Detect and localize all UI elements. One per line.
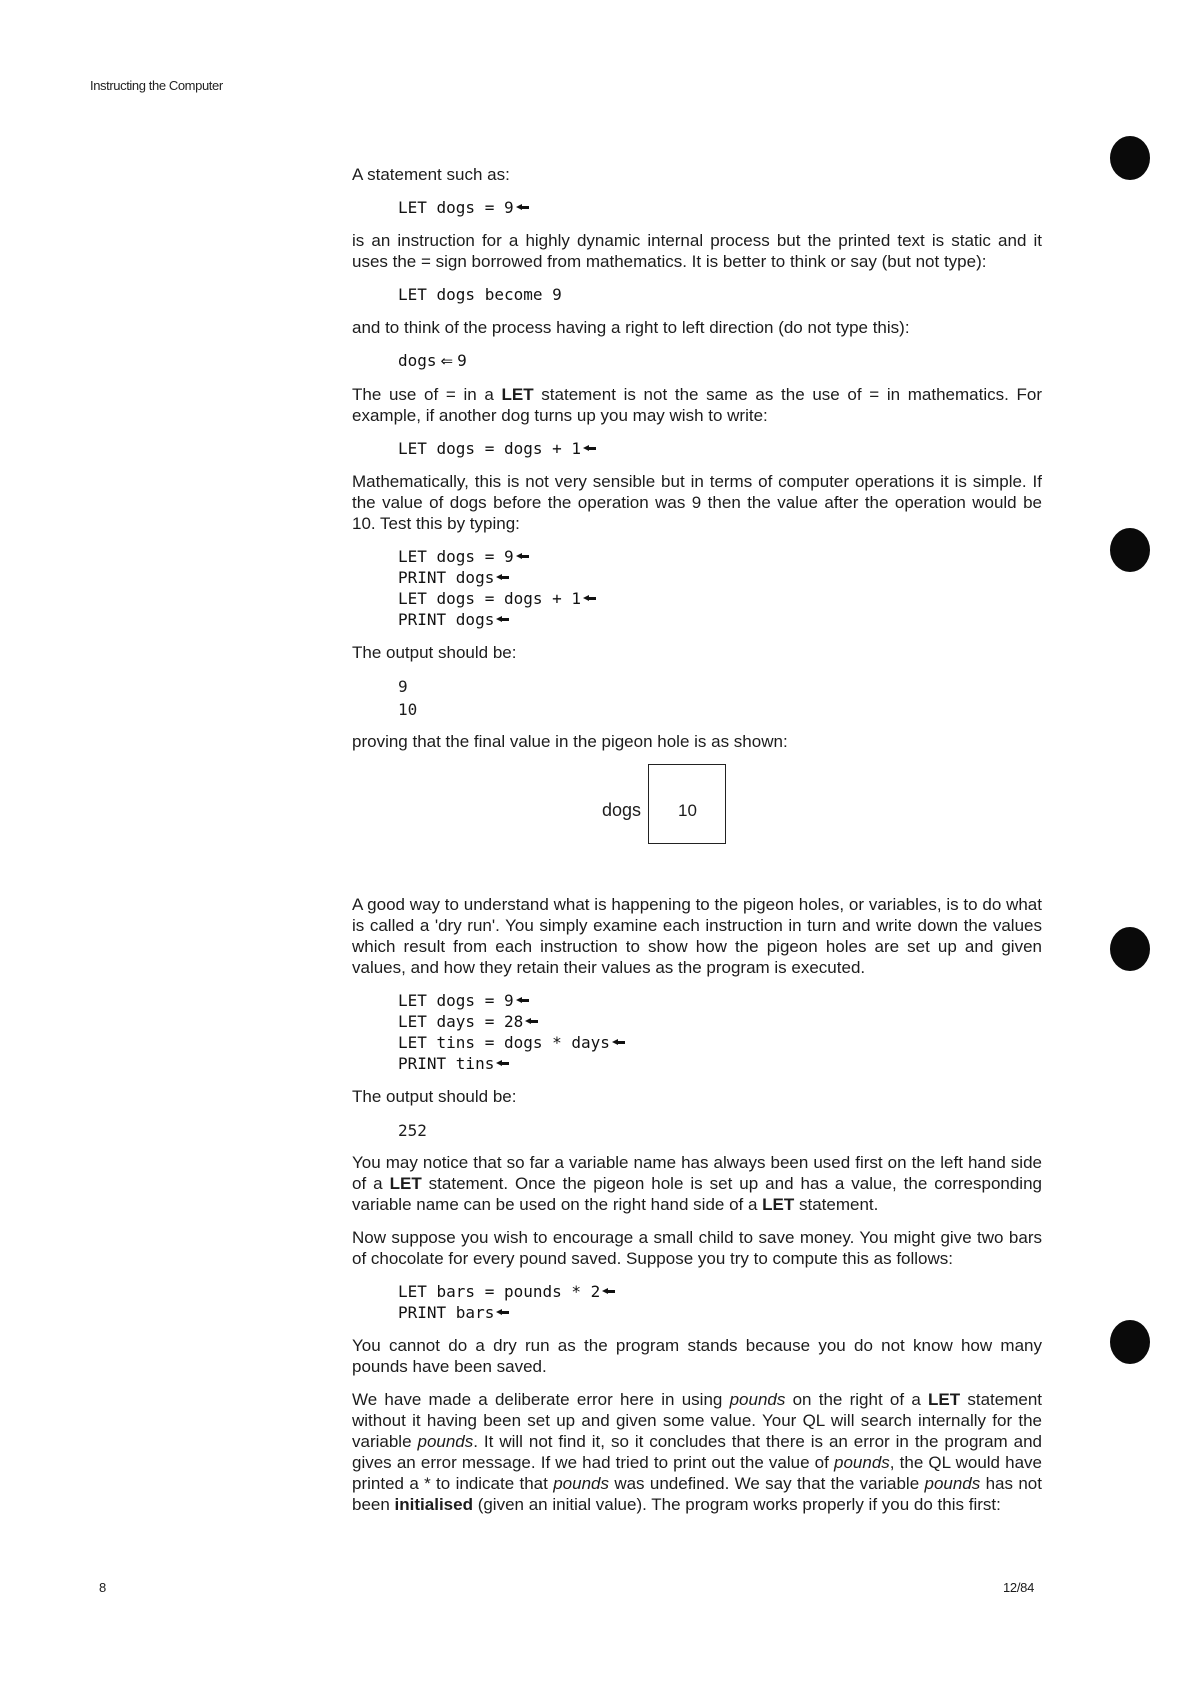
program-output: 9 10 (398, 677, 418, 719)
paragraph: The output should be: (352, 1087, 517, 1106)
variable-value: 10 (678, 801, 697, 820)
enter-key-icon (612, 1039, 625, 1046)
code-block (398, 197, 1042, 218)
code-line: LET dogs = 9 (398, 198, 514, 217)
paragraph: Mathematically, this is not very sensible but in terms of computer operations it is simple. If the value of dogs before the operation was 9 then the value after the operation would be 10. Test this by typing: (352, 472, 1042, 533)
code-line: LET dogs = dogs + 1 (398, 439, 582, 458)
code-block (398, 350, 1042, 372)
enter-key-icon (583, 595, 596, 602)
running-header: Instructing the Computer (90, 78, 223, 93)
variable-label: dogs (602, 800, 642, 820)
enter-key-icon (583, 445, 596, 452)
paragraph: You may notice that so far a variable name has always been used first on the left hand side of a LET statement. Once the pigeon hole is set up and has a value, the corresponding variable name can be used on the right hand side of a LET statement. (352, 1153, 1042, 1214)
enter-key-icon (516, 997, 529, 1004)
code-line: dogs (398, 351, 437, 370)
paragraph: The output should be: (352, 643, 517, 662)
code-line: LET dogs become 9 (398, 285, 562, 304)
binder-hole-3 (1110, 927, 1150, 971)
paragraph: The use of = in a LET statement is not the same as the use of = in mathematics. For example, if another dog turns up you may wish to write: (352, 385, 1042, 425)
paragraph: is an instruction for a highly dynamic internal process but the printed text is static and it uses the = sign borrowed from mathematics. It is better to think or say (but not type): (352, 231, 1042, 271)
issue-date: 12/84 (1003, 1580, 1035, 1595)
paragraph: proving that the final value in the pigeon hole is as shown: (352, 732, 788, 751)
paragraph: A good way to understand what is happening to the pigeon holes, or variables, is to do what is called a 'dry run'. You simply examine each instruction in turn and write down the values which result from each instruction to show how the pigeon holes are set up and given values, and how they retain their values as the program is executed. (352, 895, 1042, 977)
code-value: 9 (457, 351, 467, 370)
enter-key-icon (496, 574, 509, 581)
code-block (398, 438, 1042, 459)
binder-hole-1 (1110, 136, 1150, 180)
enter-key-icon (496, 616, 509, 623)
enter-key-icon (602, 1288, 615, 1295)
enter-key-icon (516, 553, 529, 560)
enter-key-icon (496, 1060, 509, 1067)
paragraph: A statement such as: (352, 165, 510, 184)
program-output: 252 (398, 1121, 427, 1140)
enter-key-icon (516, 204, 529, 211)
code-block (398, 284, 1042, 305)
paragraph: and to think of the process having a right to left direction (do not type this): (352, 318, 910, 337)
page-number: 8 (99, 1580, 107, 1595)
code-block: LET bars = pounds * 2 PRINT bars (398, 1281, 1042, 1323)
enter-key-icon (525, 1018, 538, 1025)
left-arrow-icon: ⇐ (440, 352, 454, 370)
enter-key-icon (496, 1309, 509, 1316)
page-body (352, 164, 1042, 1527)
pigeon-hole-diagram (352, 764, 1042, 874)
code-block: LET dogs = 9 LET days = 28 LET tins = dogs * days PRINT tins (398, 990, 1042, 1074)
paragraph: Now suppose you wish to encourage a small child to save money. You might give two bars of chocolate for every pound saved. Suppose you try to compute this as follows: (352, 1228, 1042, 1268)
code-block: LET dogs = 9 PRINT dogs LET dogs = dogs + 1 PRINT dogs (398, 546, 1042, 630)
paragraph: We have made a deliberate error here in using pounds on the right of a LET statement without it having been set up and given some value. Your QL will search internally for the variable pounds. It will not find it, so it concludes that there is an error in the program and gives an error message. If we had tried to print out the value of pounds, the QL would have printed a * to indicate that pounds was undefined. We say that the variable pounds has not been initialised (given an initial value). The program works properly if you do this first: (352, 1390, 1043, 1514)
binder-hole-2 (1110, 528, 1150, 572)
paragraph: You cannot do a dry run as the program stands because you do not know how many pounds have been saved. (352, 1336, 1042, 1376)
binder-hole-4 (1110, 1320, 1150, 1364)
